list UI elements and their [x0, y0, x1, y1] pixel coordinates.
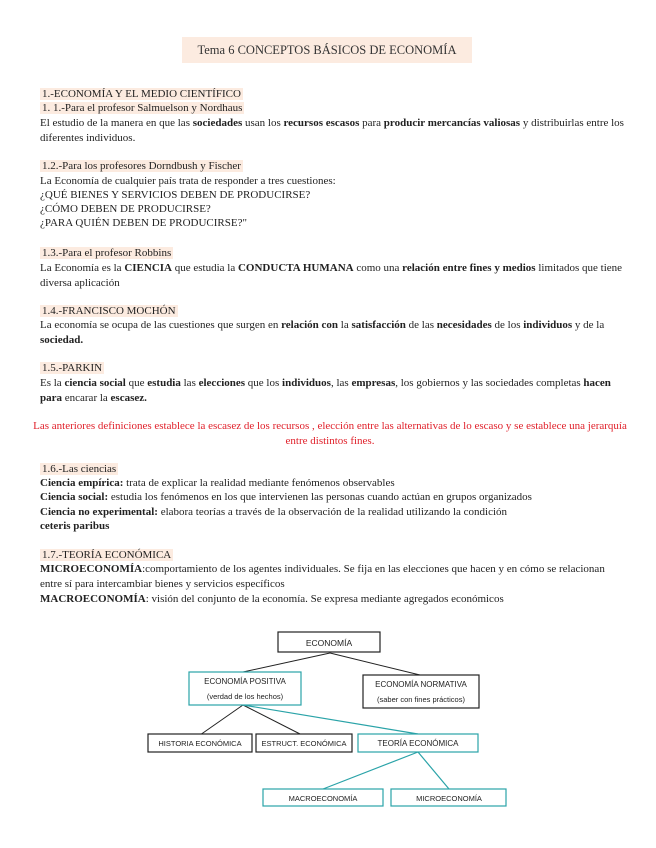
text-run: La economía se ocupa de las cuestiones que surgen en — [40, 319, 282, 331]
text-run: usan los — [242, 117, 284, 129]
paragraph — [40, 116, 624, 145]
node-label: ESTRUCT. ECONÓMICA — [261, 739, 347, 748]
text-run: y de la — [572, 319, 605, 331]
connector — [200, 705, 243, 735]
connector — [330, 653, 420, 675]
subsection-heading: 1.2.-Para los profesores Dorndbush y Fischer — [42, 160, 241, 172]
node-label: HISTORIA ECONÓMICA — [158, 739, 242, 748]
text-run: CONDUCTA HUMANA — [237, 262, 354, 274]
note-text: Las anteriores definiciones establece la escasez de los recursos , elección entre las alternativas de lo escaso y se establece una jerarquía entre distintos fines. — [33, 420, 627, 447]
node-sublabel: (verdad de los hechos) — [206, 692, 284, 701]
subsection-heading: 1.6.-Las ciencias — [42, 463, 117, 475]
text-run: relación con — [281, 319, 339, 331]
node-label: TEORÍA ECONÓMICA — [377, 739, 459, 748]
text-run: relación entre fines y medios — [402, 262, 536, 274]
subsection-heading: 1.4.-FRANCISCO MOCHÓN — [42, 305, 176, 317]
text-line: ¿QUÉ BIENES Y SERVICIOS DEBEN DE PRODUCIRSE? — [40, 189, 311, 201]
text-line: ¿CÓMO DEBEN DE PRODUCIRSE? — [40, 203, 211, 215]
text-run: elecciones — [198, 377, 246, 389]
subsection-heading: 1.7.-TEORÍA ECONÓMICA — [42, 549, 172, 561]
text-run: estudia — [147, 377, 181, 389]
economy-diagram — [0, 620, 656, 820]
text-line: La Economía de cualquier país trata de responder a tres cuestiones: — [40, 175, 336, 187]
text-run: satisfacción — [351, 319, 406, 331]
node-label: ECONOMÍA — [305, 638, 353, 648]
text-run: que — [125, 377, 148, 389]
text-run: hacen para — [40, 377, 611, 404]
text-run: El estudio de la manera en que las — [40, 117, 193, 129]
connector — [323, 752, 418, 789]
text-run: que estudia la — [172, 262, 238, 274]
text-run: individuos — [523, 319, 573, 331]
definition-line: Ciencia empírica: trata de explicar la realidad mediante fenómenos observables — [40, 477, 395, 489]
text-run: escasez. — [110, 391, 147, 404]
node-label: ECONOMÍA NORMATIVA — [375, 680, 467, 689]
subsection-heading: 1.5.-PARKIN — [42, 362, 103, 374]
definition-line: Ciencia no experimental: elabora teorías a través de la observación de la realidad utilizando la condición — [40, 506, 508, 518]
paragraph — [40, 376, 624, 405]
text-run: producir mercancías valiosas — [383, 117, 521, 129]
text-line: ¿PARA QUIÉN DEBEN DE PRODUCIRSE?" — [40, 217, 247, 229]
section-heading: 1.-ECONOMÍA Y EL MEDIO CIENTÍFICO — [42, 88, 241, 100]
text-run: ciencia social — [64, 377, 126, 389]
text-run: sociedad. — [40, 333, 84, 346]
paragraph: MICROECONOMÍA:comportamiento de los agentes individuales. Se fija en las elecciones que hacen y en cómo se relacionan entre sí para intercambiar bienes y servicios específicos — [40, 563, 605, 590]
subsection-heading: 1. 1.-Para el profesor Salmuelson y Nordhaus — [42, 102, 243, 114]
node-sublabel: (saber con fines prácticos) — [377, 695, 465, 704]
connector — [243, 705, 418, 734]
text-run: CIENCIA — [124, 262, 172, 274]
node-label: MICROECONOMÍA — [416, 794, 482, 803]
node-label: MACROECONOMÍA — [288, 794, 358, 803]
definition-line: Ciencia social: estudia los fenómenos en los que intervienen las personas cuando actúan en grupos organizados — [40, 491, 532, 503]
text-run: necesidades — [436, 319, 492, 331]
text-run: Es la — [40, 377, 65, 389]
text-run: para — [359, 117, 384, 129]
text-run: encarar la — [62, 391, 111, 404]
text-run: recursos escasos — [283, 117, 360, 129]
text-run: empresas — [351, 377, 396, 389]
paragraph — [40, 261, 624, 290]
text-run: como una — [353, 262, 403, 274]
text-run: individuos — [282, 377, 331, 389]
node-label: ECONOMÍA POSITIVA — [204, 677, 286, 686]
text-run: La Economía es la — [40, 262, 125, 274]
text-run: la — [338, 319, 352, 331]
text-run: sociedades — [192, 117, 243, 129]
connector — [418, 752, 449, 789]
text-line: MACROECONOMÍA: visión del conjunto de la economía. Se expresa mediante agregados económicos — [40, 593, 504, 605]
text-run: , los gobiernos y las sociedades completas — [395, 377, 584, 389]
text-run: que los — [245, 377, 283, 389]
text-run: las — [180, 377, 199, 389]
definition-line: ceteris paribus — [40, 520, 110, 532]
text-run: de los — [491, 319, 524, 331]
paragraph — [40, 318, 624, 347]
connector — [243, 653, 330, 672]
page-title: Tema 6 CONCEPTOS BÁSICOS DE ECONOMÍA — [182, 37, 472, 63]
text-run: de las — [405, 319, 437, 331]
text-run: y distribuirlas entre los diferentes individuos. — [40, 117, 624, 144]
text-run: limitados que tiene diversa aplicación — [40, 262, 623, 289]
text-run: , las — [330, 377, 352, 389]
subsection-heading: 1.3.-Para el profesor Robbins — [42, 247, 172, 259]
